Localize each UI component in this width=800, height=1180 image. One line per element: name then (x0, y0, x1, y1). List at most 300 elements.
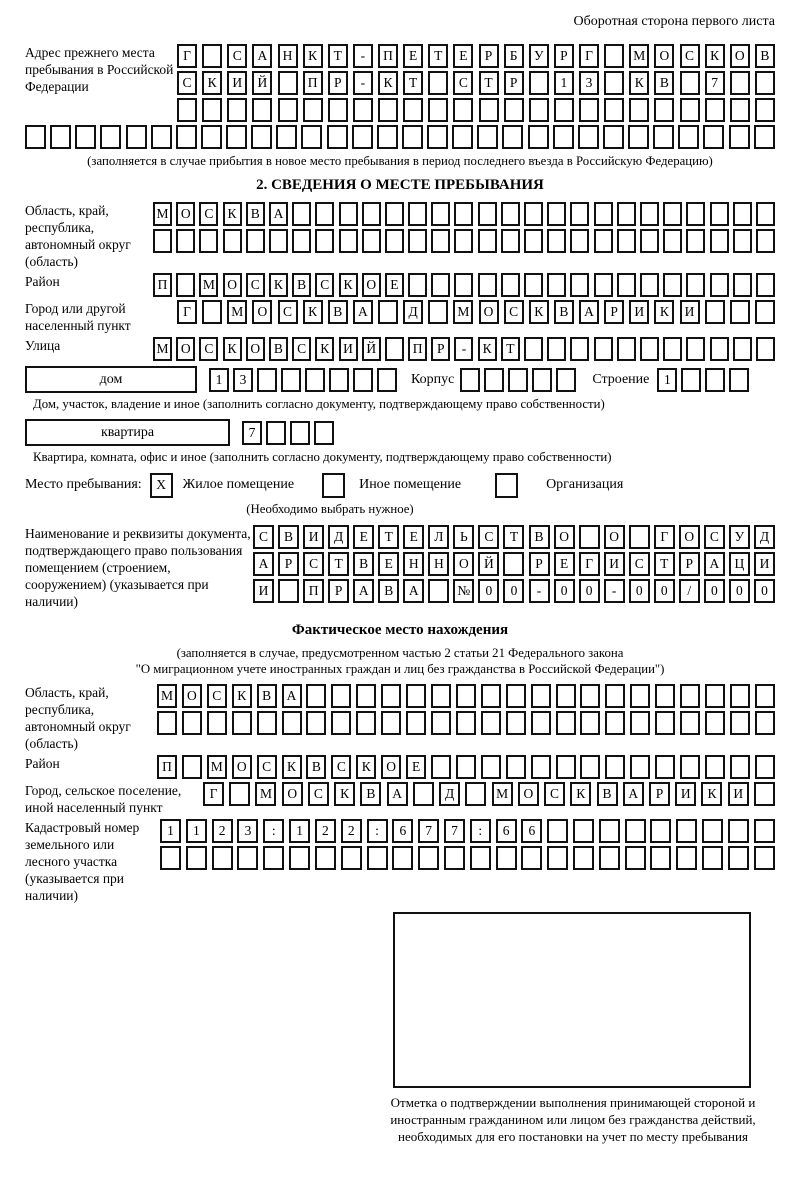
char-cell[interactable] (573, 819, 594, 843)
char-cell[interactable] (640, 273, 659, 297)
char-cell[interactable]: П (157, 755, 177, 779)
char-cell[interactable]: А (253, 552, 274, 576)
char-cell[interactable]: К (339, 273, 358, 297)
char-cell[interactable] (506, 755, 526, 779)
char-cell[interactable] (431, 684, 451, 708)
char-cell[interactable]: В (292, 273, 311, 297)
char-cell[interactable] (676, 819, 697, 843)
char-cell[interactable] (625, 819, 646, 843)
char-cell[interactable]: Г (177, 300, 197, 324)
char-cell[interactable]: Г (579, 44, 599, 68)
char-cell[interactable] (594, 273, 613, 297)
char-cell[interactable] (378, 300, 398, 324)
char-cell[interactable] (556, 368, 576, 392)
char-cell[interactable] (381, 684, 401, 708)
char-cell[interactable]: - (529, 579, 550, 603)
char-cell[interactable] (223, 229, 242, 253)
char-cell[interactable]: Д (439, 782, 460, 806)
char-cell[interactable] (377, 368, 397, 392)
char-cell[interactable]: М (453, 300, 473, 324)
char-cell[interactable] (315, 202, 334, 226)
char-cell[interactable] (356, 684, 376, 708)
stay-type-checkbox-residential[interactable]: X (150, 473, 173, 498)
char-cell[interactable]: - (353, 71, 373, 95)
char-cell[interactable] (176, 273, 195, 297)
char-cell[interactable]: М (153, 337, 172, 361)
char-cell[interactable] (655, 711, 675, 735)
char-cell[interactable] (570, 273, 589, 297)
char-cell[interactable] (754, 125, 775, 149)
char-cell[interactable]: 0 (579, 579, 600, 603)
char-cell[interactable] (427, 125, 448, 149)
stay-type-checkbox-organization[interactable] (495, 473, 518, 498)
char-cell[interactable] (654, 98, 674, 122)
char-cell[interactable] (547, 846, 568, 870)
char-cell[interactable]: Н (278, 44, 298, 68)
char-cell[interactable] (292, 202, 311, 226)
char-cell[interactable] (182, 711, 202, 735)
char-cell[interactable] (604, 44, 624, 68)
char-cell[interactable]: Р (554, 44, 574, 68)
char-cell[interactable]: И (604, 552, 625, 576)
char-cell[interactable] (756, 337, 775, 361)
char-cell[interactable]: О (223, 273, 242, 297)
char-cell[interactable]: И (253, 579, 274, 603)
char-cell[interactable] (202, 300, 222, 324)
char-cell[interactable] (465, 782, 486, 806)
char-cell[interactable]: К (356, 755, 376, 779)
char-cell[interactable]: 0 (729, 579, 750, 603)
char-cell[interactable]: Т (328, 552, 349, 576)
char-cell[interactable] (456, 755, 476, 779)
char-cell[interactable] (431, 229, 450, 253)
char-cell[interactable] (655, 755, 675, 779)
char-cell[interactable] (686, 202, 705, 226)
char-cell[interactable] (681, 368, 701, 392)
char-cell[interactable]: С (227, 44, 247, 68)
char-cell[interactable] (478, 229, 497, 253)
char-cell[interactable] (531, 684, 551, 708)
char-cell[interactable] (556, 684, 576, 708)
char-cell[interactable]: С (544, 782, 565, 806)
char-cell[interactable]: В (269, 337, 288, 361)
char-cell[interactable] (604, 71, 624, 95)
char-cell[interactable]: 0 (654, 579, 675, 603)
char-cell[interactable] (570, 202, 589, 226)
char-cell[interactable] (246, 229, 265, 253)
char-cell[interactable]: А (252, 44, 272, 68)
char-cell[interactable] (157, 711, 177, 735)
char-cell[interactable] (378, 98, 398, 122)
char-cell[interactable] (676, 846, 697, 870)
char-cell[interactable]: 7 (242, 421, 262, 445)
char-cell[interactable]: Т (479, 71, 499, 95)
char-cell[interactable]: Т (403, 71, 423, 95)
char-cell[interactable] (263, 846, 284, 870)
char-cell[interactable]: П (378, 44, 398, 68)
char-cell[interactable]: С (303, 552, 324, 576)
char-cell[interactable]: О (252, 300, 272, 324)
char-cell[interactable] (504, 98, 524, 122)
char-cell[interactable] (327, 125, 348, 149)
char-cell[interactable]: В (654, 71, 674, 95)
char-cell[interactable]: В (246, 202, 265, 226)
char-cell[interactable] (524, 273, 543, 297)
char-cell[interactable]: Т (428, 44, 448, 68)
char-cell[interactable]: К (705, 44, 725, 68)
char-cell[interactable] (680, 755, 700, 779)
char-cell[interactable] (628, 125, 649, 149)
char-cell[interactable]: С (629, 552, 650, 576)
char-cell[interactable] (362, 202, 381, 226)
char-cell[interactable] (306, 711, 326, 735)
char-cell[interactable] (705, 711, 725, 735)
char-cell[interactable] (754, 819, 775, 843)
char-cell[interactable]: 1 (554, 71, 574, 95)
char-cell[interactable]: О (282, 782, 303, 806)
char-cell[interactable]: Т (503, 525, 524, 549)
char-cell[interactable] (547, 273, 566, 297)
char-cell[interactable]: С (308, 782, 329, 806)
char-cell[interactable]: 0 (503, 579, 524, 603)
char-cell[interactable] (282, 711, 302, 735)
char-cell[interactable] (579, 98, 599, 122)
char-cell[interactable] (428, 98, 448, 122)
char-cell[interactable] (418, 846, 439, 870)
char-cell[interactable]: И (754, 552, 775, 576)
char-cell[interactable]: Е (453, 44, 473, 68)
char-cell[interactable] (199, 229, 218, 253)
char-cell[interactable] (529, 71, 549, 95)
char-cell[interactable]: К (303, 300, 323, 324)
char-cell[interactable] (212, 846, 233, 870)
char-cell[interactable]: С (504, 300, 524, 324)
char-cell[interactable] (278, 98, 298, 122)
char-cell[interactable] (650, 846, 671, 870)
char-cell[interactable] (729, 125, 750, 149)
char-cell[interactable]: К (478, 337, 497, 361)
char-cell[interactable] (353, 368, 373, 392)
char-cell[interactable]: К (269, 273, 288, 297)
char-cell[interactable] (686, 337, 705, 361)
char-cell[interactable] (553, 125, 574, 149)
char-cell[interactable] (315, 229, 334, 253)
char-cell[interactable] (573, 846, 594, 870)
char-cell[interactable] (705, 300, 725, 324)
char-cell[interactable] (381, 711, 401, 735)
char-cell[interactable]: Т (328, 44, 348, 68)
char-cell[interactable]: - (353, 44, 373, 68)
char-cell[interactable] (755, 71, 775, 95)
char-cell[interactable] (314, 421, 334, 445)
char-cell[interactable]: Е (406, 755, 426, 779)
char-cell[interactable]: 1 (186, 819, 207, 843)
char-cell[interactable]: Р (604, 300, 624, 324)
char-cell[interactable]: О (176, 202, 195, 226)
char-cell[interactable] (182, 755, 202, 779)
char-cell[interactable] (653, 125, 674, 149)
char-cell[interactable] (406, 711, 426, 735)
char-cell[interactable] (625, 846, 646, 870)
char-cell[interactable] (484, 368, 504, 392)
char-cell[interactable] (531, 755, 551, 779)
char-cell[interactable] (755, 711, 775, 735)
char-cell[interactable]: К (232, 684, 252, 708)
char-cell[interactable]: М (157, 684, 177, 708)
char-cell[interactable]: 1 (160, 819, 181, 843)
char-cell[interactable] (481, 684, 501, 708)
char-cell[interactable]: 6 (496, 819, 517, 843)
char-cell[interactable]: С (292, 337, 311, 361)
char-cell[interactable] (408, 229, 427, 253)
char-cell[interactable]: 3 (233, 368, 253, 392)
char-cell[interactable] (456, 711, 476, 735)
char-cell[interactable] (431, 755, 451, 779)
char-cell[interactable] (617, 337, 636, 361)
char-cell[interactable] (481, 711, 501, 735)
char-cell[interactable] (428, 579, 449, 603)
char-cell[interactable]: А (353, 579, 374, 603)
char-cell[interactable] (460, 368, 480, 392)
char-cell[interactable]: Р (529, 552, 550, 576)
char-cell[interactable] (276, 125, 297, 149)
char-cell[interactable]: В (353, 552, 374, 576)
char-cell[interactable]: В (529, 525, 550, 549)
char-cell[interactable] (617, 202, 636, 226)
char-cell[interactable]: С (315, 273, 334, 297)
char-cell[interactable]: В (257, 684, 277, 708)
char-cell[interactable] (728, 846, 749, 870)
char-cell[interactable]: С (278, 300, 298, 324)
char-cell[interactable] (730, 755, 750, 779)
char-cell[interactable] (733, 273, 752, 297)
char-cell[interactable] (617, 273, 636, 297)
char-cell[interactable]: 0 (754, 579, 775, 603)
char-cell[interactable] (481, 755, 501, 779)
char-cell[interactable]: 6 (521, 819, 542, 843)
char-cell[interactable] (756, 229, 775, 253)
char-cell[interactable] (547, 229, 566, 253)
char-cell[interactable] (617, 229, 636, 253)
char-cell[interactable] (186, 846, 207, 870)
char-cell[interactable] (604, 98, 624, 122)
char-cell[interactable]: К (223, 202, 242, 226)
char-cell[interactable] (640, 229, 659, 253)
char-cell[interactable]: К (303, 44, 323, 68)
char-cell[interactable]: С (257, 755, 277, 779)
char-cell[interactable] (278, 71, 298, 95)
char-cell[interactable] (605, 684, 625, 708)
char-cell[interactable]: 2 (341, 819, 362, 843)
char-cell[interactable]: К (315, 337, 334, 361)
char-cell[interactable]: : (367, 819, 388, 843)
char-cell[interactable]: Е (554, 552, 575, 576)
char-cell[interactable] (594, 337, 613, 361)
char-cell[interactable]: Е (403, 525, 424, 549)
char-cell[interactable]: М (629, 44, 649, 68)
char-cell[interactable] (202, 98, 222, 122)
char-cell[interactable] (428, 300, 448, 324)
char-cell[interactable] (454, 229, 473, 253)
char-cell[interactable] (367, 846, 388, 870)
char-cell[interactable] (730, 300, 750, 324)
char-cell[interactable] (629, 525, 650, 549)
char-cell[interactable] (506, 684, 526, 708)
char-cell[interactable] (454, 273, 473, 297)
char-cell[interactable]: М (207, 755, 227, 779)
char-cell[interactable]: О (453, 552, 474, 576)
char-cell[interactable]: К (282, 755, 302, 779)
char-cell[interactable] (428, 71, 448, 95)
char-cell[interactable] (278, 579, 299, 603)
char-cell[interactable] (521, 846, 542, 870)
char-cell[interactable] (252, 98, 272, 122)
char-cell[interactable]: О (654, 44, 674, 68)
char-cell[interactable] (524, 202, 543, 226)
char-cell[interactable]: К (529, 300, 549, 324)
char-cell[interactable] (580, 755, 600, 779)
char-cell[interactable] (126, 125, 147, 149)
char-cell[interactable] (579, 525, 600, 549)
char-cell[interactable] (663, 337, 682, 361)
char-cell[interactable]: Д (403, 300, 423, 324)
char-cell[interactable] (710, 229, 729, 253)
char-cell[interactable]: К (202, 71, 222, 95)
char-cell[interactable] (730, 684, 750, 708)
char-cell[interactable]: В (360, 782, 381, 806)
char-cell[interactable]: И (629, 300, 649, 324)
char-cell[interactable] (733, 202, 752, 226)
char-cell[interactable]: Т (501, 337, 520, 361)
char-cell[interactable] (352, 125, 373, 149)
char-cell[interactable]: 3 (237, 819, 258, 843)
char-cell[interactable] (292, 229, 311, 253)
char-cell[interactable]: М (492, 782, 513, 806)
char-cell[interactable]: П (303, 71, 323, 95)
char-cell[interactable]: М (255, 782, 276, 806)
char-cell[interactable] (603, 125, 624, 149)
char-cell[interactable]: П (303, 579, 324, 603)
char-cell[interactable] (331, 711, 351, 735)
char-cell[interactable] (257, 368, 277, 392)
char-cell[interactable] (385, 229, 404, 253)
char-cell[interactable] (305, 368, 325, 392)
char-cell[interactable]: А (623, 782, 644, 806)
char-cell[interactable]: А (282, 684, 302, 708)
char-cell[interactable]: Г (177, 44, 197, 68)
char-cell[interactable]: В (328, 300, 348, 324)
char-cell[interactable]: К (378, 71, 398, 95)
char-cell[interactable] (686, 273, 705, 297)
char-cell[interactable]: Й (362, 337, 381, 361)
char-cell[interactable]: 1 (289, 819, 310, 843)
char-cell[interactable]: В (597, 782, 618, 806)
char-cell[interactable]: Р (679, 552, 700, 576)
char-cell[interactable] (453, 98, 473, 122)
char-cell[interactable]: 2 (315, 819, 336, 843)
char-cell[interactable]: У (529, 44, 549, 68)
char-cell[interactable] (153, 229, 172, 253)
char-cell[interactable] (554, 98, 574, 122)
char-cell[interactable] (501, 273, 520, 297)
char-cell[interactable]: А (579, 300, 599, 324)
char-cell[interactable] (444, 846, 465, 870)
char-cell[interactable]: С (246, 273, 265, 297)
char-cell[interactable] (50, 125, 71, 149)
char-cell[interactable] (755, 684, 775, 708)
char-cell[interactable] (629, 98, 649, 122)
char-cell[interactable] (501, 202, 520, 226)
char-cell[interactable]: К (570, 782, 591, 806)
char-cell[interactable] (547, 202, 566, 226)
char-cell[interactable]: Д (328, 525, 349, 549)
char-cell[interactable]: Й (252, 71, 272, 95)
char-cell[interactable]: С (177, 71, 197, 95)
char-cell[interactable]: / (679, 579, 700, 603)
char-cell[interactable] (160, 846, 181, 870)
char-cell[interactable] (431, 273, 450, 297)
char-cell[interactable]: К (629, 71, 649, 95)
char-cell[interactable]: Е (378, 552, 399, 576)
char-cell[interactable]: Р (479, 44, 499, 68)
char-cell[interactable] (479, 98, 499, 122)
char-cell[interactable] (478, 273, 497, 297)
char-cell[interactable] (356, 711, 376, 735)
char-cell[interactable]: И (675, 782, 696, 806)
char-cell[interactable]: 1 (209, 368, 229, 392)
char-cell[interactable] (501, 229, 520, 253)
char-cell[interactable] (547, 337, 566, 361)
char-cell[interactable] (710, 202, 729, 226)
char-cell[interactable] (640, 202, 659, 226)
char-cell[interactable] (680, 711, 700, 735)
char-cell[interactable] (151, 125, 172, 149)
char-cell[interactable]: 1 (657, 368, 677, 392)
char-cell[interactable]: Т (654, 552, 675, 576)
char-cell[interactable]: Р (328, 71, 348, 95)
char-cell[interactable] (177, 98, 197, 122)
char-cell[interactable] (630, 711, 650, 735)
char-cell[interactable] (556, 711, 576, 735)
char-cell[interactable] (301, 125, 322, 149)
char-cell[interactable]: И (303, 525, 324, 549)
char-cell[interactable]: 0 (478, 579, 499, 603)
char-cell[interactable] (702, 846, 723, 870)
char-cell[interactable] (237, 846, 258, 870)
char-cell[interactable]: 7 (444, 819, 465, 843)
char-cell[interactable] (226, 125, 247, 149)
char-cell[interactable] (328, 98, 348, 122)
char-cell[interactable] (728, 819, 749, 843)
char-cell[interactable] (75, 125, 96, 149)
char-cell[interactable] (413, 782, 434, 806)
char-cell[interactable]: 3 (579, 71, 599, 95)
char-cell[interactable]: Е (403, 44, 423, 68)
char-cell[interactable] (408, 273, 427, 297)
char-cell[interactable] (756, 202, 775, 226)
char-cell[interactable] (755, 755, 775, 779)
char-cell[interactable]: О (362, 273, 381, 297)
char-cell[interactable]: Е (385, 273, 404, 297)
char-cell[interactable] (315, 846, 336, 870)
char-cell[interactable]: С (680, 44, 700, 68)
char-cell[interactable]: Р (431, 337, 450, 361)
char-cell[interactable] (176, 229, 195, 253)
stay-type-checkbox-other[interactable] (322, 473, 345, 498)
char-cell[interactable] (528, 125, 549, 149)
char-cell[interactable] (176, 125, 197, 149)
char-cell[interactable]: В (554, 300, 574, 324)
